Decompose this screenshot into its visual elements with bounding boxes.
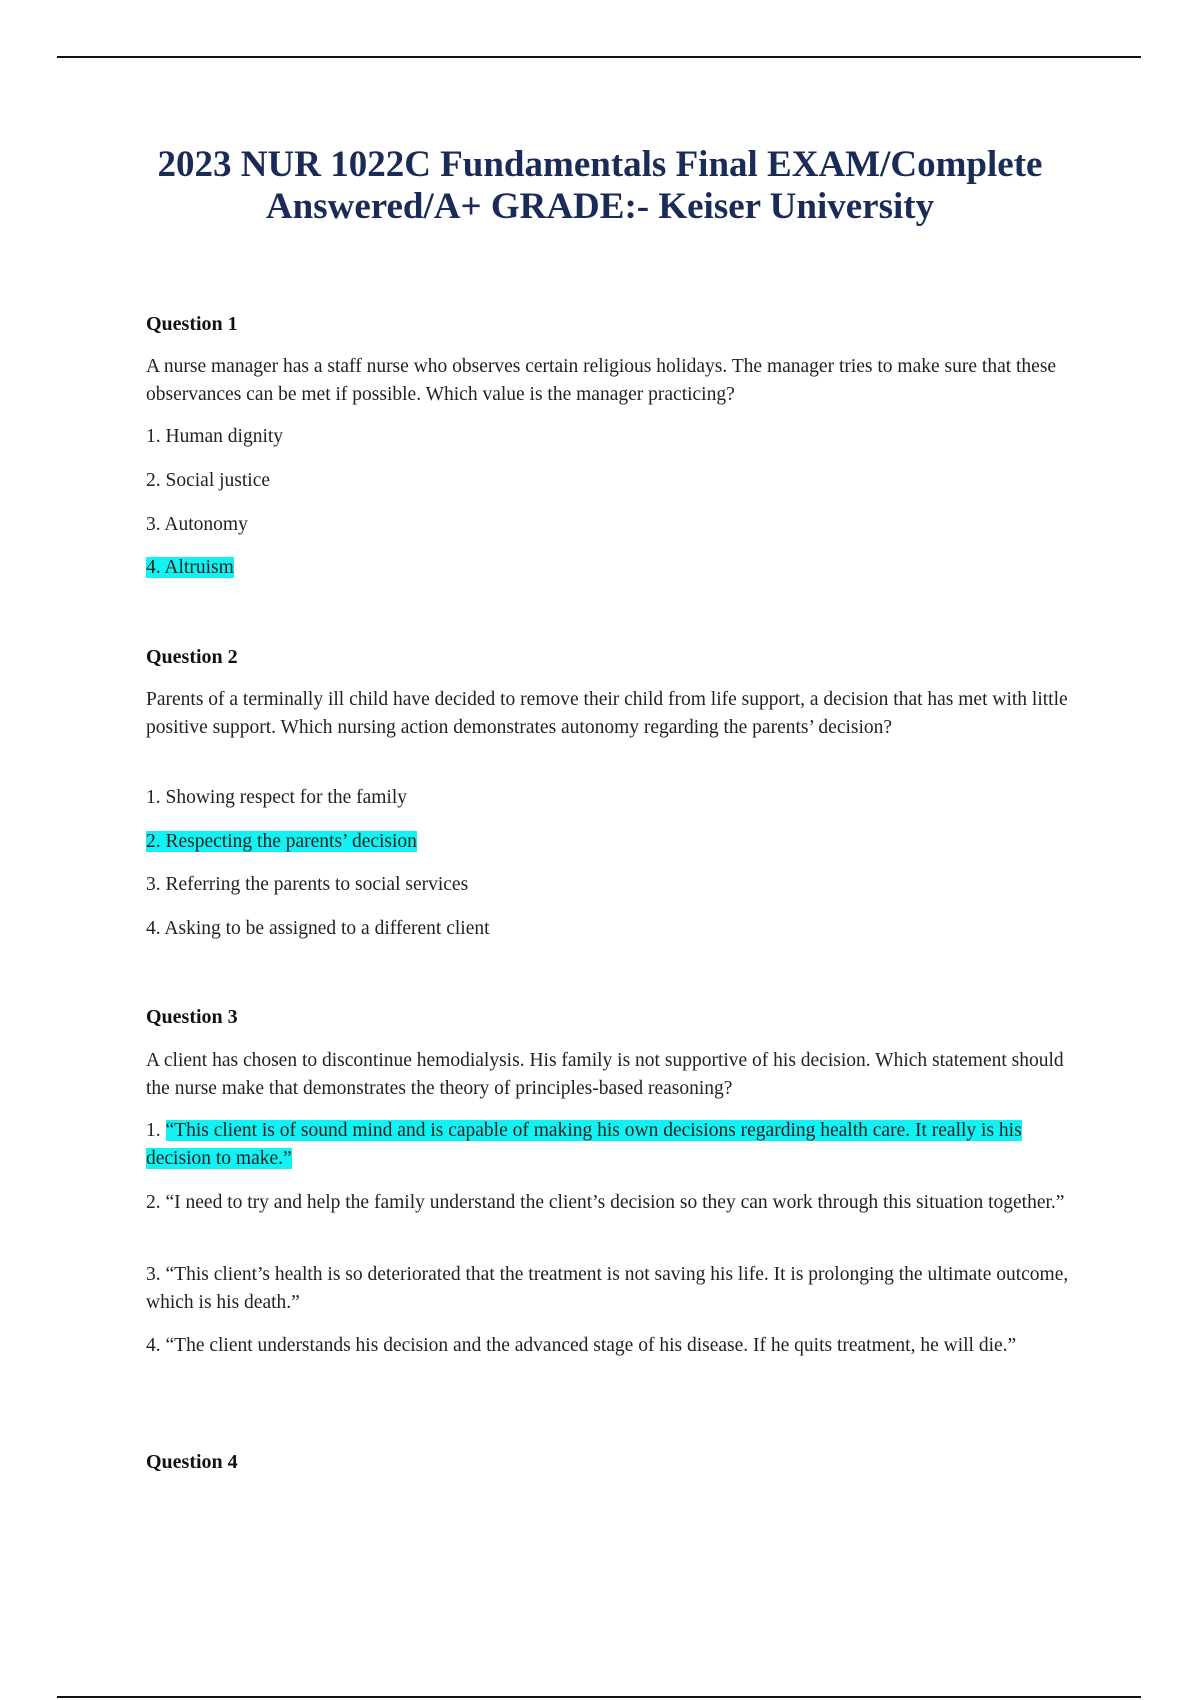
question-1-heading: Question 1 (146, 313, 238, 335)
answer-highlight: 4. Altruism (146, 557, 234, 578)
question-3-option-1-answer: 1. “This client is of sound mind and is capable of making his own decisions regarding health care. It really is his decision to make.” (146, 1120, 1022, 1169)
question-3-option-3: 3. “This client’s health is so deteriorated that the treatment is not saving his life. It is prolonging the ultimate outcome, which is his death.” (146, 1264, 1069, 1313)
question-1-option-4-answer (146, 554, 1081, 582)
question-2-option-2-answer (146, 828, 1081, 856)
question-1-option-1: 1. Human dignity (146, 426, 284, 447)
question-1-option-2: 2. Social justice (146, 470, 271, 491)
question-2-heading: Question 2 (146, 646, 238, 668)
answer-highlight: 2. Respecting the parents’ decision (146, 831, 417, 852)
document-title (120, 144, 1080, 228)
question-1-text: A nurse manager has a staff nurse who observes certain religious holidays. The manager tries to make sure that these observances can be met if possible. Which value is the manager practicing? (146, 356, 1057, 405)
question-2-option-1: 1. Showing respect for the family (146, 787, 408, 808)
title-line-1: 2023 NUR 1022C Fundamentals Final EXAM/Complete (157, 144, 1043, 185)
question-3-heading: Question 3 (146, 1006, 238, 1028)
question-2-text: Parents of a terminally ill child have decided to remove their child from life support, a decision that has met with little positive support. Which nursing action demonstrates autonomy regarding the parents’ decision? (146, 689, 1068, 738)
question-2-option-4: 4. Asking to be assigned to a different client (146, 918, 490, 939)
question-3-text: A client has chosen to discontinue hemodialysis. His family is not supportive of his decision. Which statement should the nurse make that demonstrates the theory of principles-based reasoning? (146, 1050, 1064, 1099)
question-4-heading: Question 4 (146, 1451, 238, 1473)
question-2-option-3: 3. Referring the parents to social services (146, 874, 469, 895)
question-1-option-3: 3. Autonomy (146, 514, 248, 535)
title-line-2: Answered/A+ GRADE:- Keiser University (265, 186, 935, 227)
question-3-option-4: 4. “The client understands his decision and the advanced stage of his disease. If he quits treatment, he will die.” (146, 1335, 1017, 1356)
bottom-rule (57, 1696, 1141, 1698)
answer-highlight: “This client is of sound mind and is capable of making his own decisions regarding health care. It really is his decision to make.” (146, 1120, 1022, 1169)
question-3-option-2: 2. “I need to try and help the family understand the client’s decision so they can work through this situation together.” (146, 1192, 1065, 1213)
